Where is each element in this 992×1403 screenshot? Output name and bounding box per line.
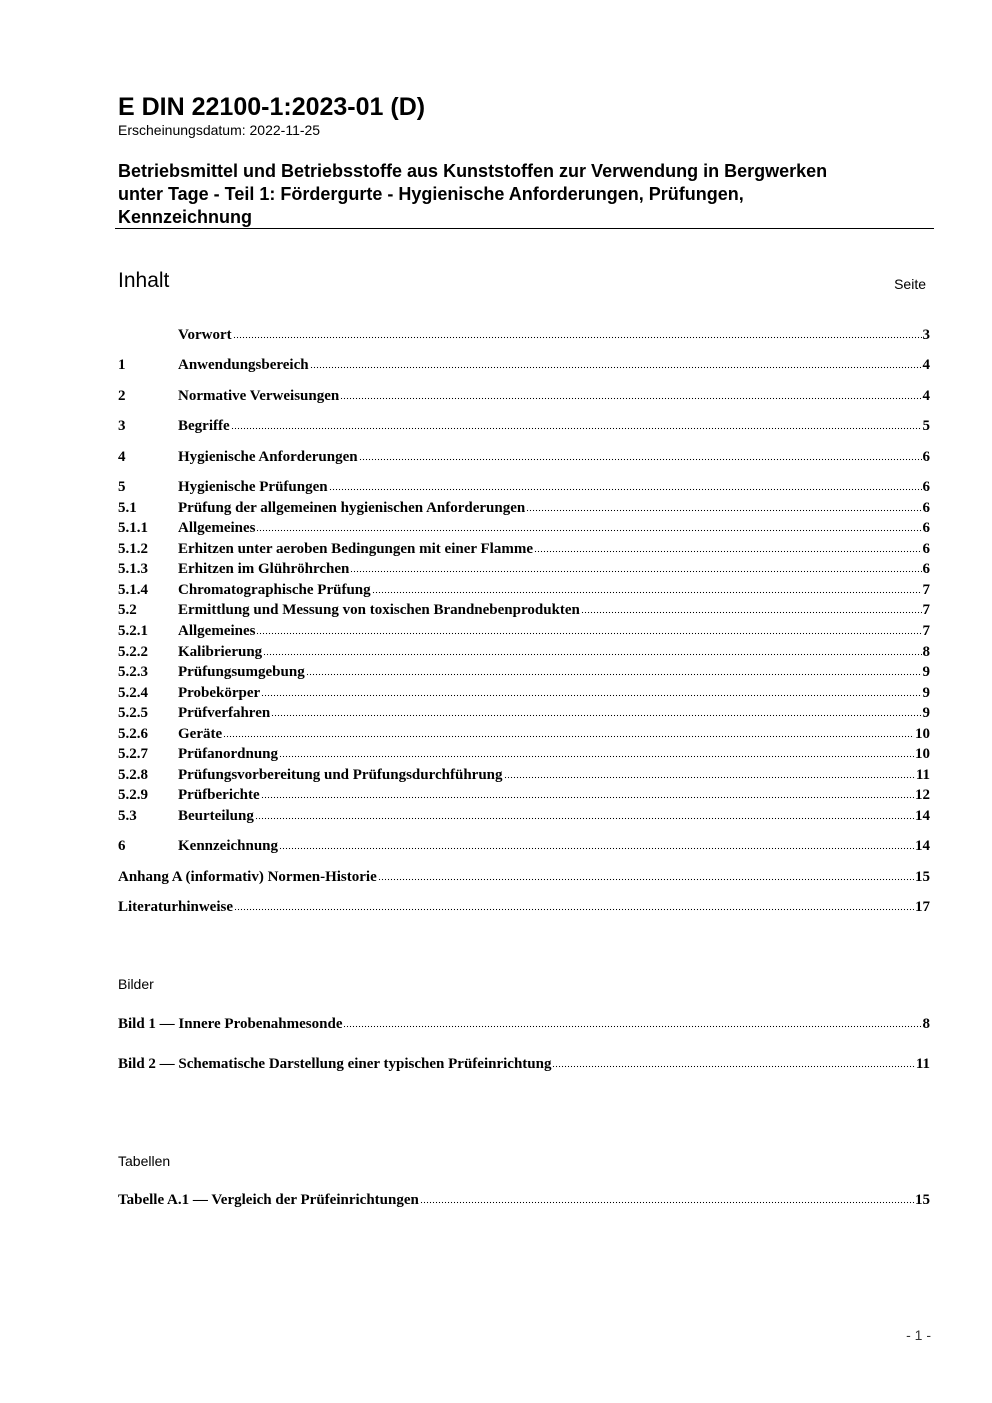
dot-leader bbox=[271, 714, 921, 717]
toc-entry-number: 5.2.6 bbox=[118, 726, 148, 742]
toc-entry-page: 17 bbox=[915, 899, 930, 915]
dot-leader bbox=[359, 458, 922, 461]
toc-entry[interactable] bbox=[118, 580, 930, 600]
subject-line: unter Tage - Teil 1: Fördergurte - Hygienische Anforderungen, Prüfungen, bbox=[118, 184, 744, 204]
page-column-label: Seite bbox=[894, 276, 926, 292]
toc-entry-page: 10 bbox=[915, 746, 930, 762]
toc-entry[interactable] bbox=[118, 416, 930, 436]
toc-entry-title: Literaturhinweise bbox=[118, 899, 233, 915]
toc-entry-page: 7 bbox=[922, 623, 930, 639]
toc-entry-number: 3 bbox=[118, 418, 126, 434]
toc-entry-number: 5.2.3 bbox=[118, 664, 148, 680]
toc-entry[interactable] bbox=[118, 539, 930, 559]
toc-entry-number: 1 bbox=[118, 357, 126, 373]
dot-leader bbox=[526, 509, 921, 512]
toc-entry-page: 3 bbox=[922, 327, 930, 343]
subject-line: Betriebsmittel und Betriebsstoffe aus Kunststoffen zur Verwendung in Bergwerken bbox=[118, 161, 828, 181]
toc-entry-page: 7 bbox=[922, 602, 930, 618]
toc-entry-title: Beurteilung bbox=[178, 808, 254, 824]
dot-leader bbox=[279, 755, 914, 758]
toc-entry[interactable] bbox=[118, 477, 930, 497]
toc-entry-page: 6 bbox=[922, 561, 930, 577]
toc-entry[interactable] bbox=[118, 600, 930, 620]
toc-entry-title: Allgemeines bbox=[178, 520, 256, 536]
toc-entry-title: Prüfanordnung bbox=[178, 746, 279, 762]
toc-entry[interactable] bbox=[118, 683, 930, 703]
toc-entry-page: 14 bbox=[915, 838, 930, 854]
toc-entry-title: Erhitzen im Glühröhrchen bbox=[178, 561, 350, 577]
toc-entry-title: Allgemeines bbox=[178, 623, 256, 639]
dot-leader bbox=[420, 1201, 914, 1204]
toc-entry-title: Chromatographische Prüfung bbox=[178, 582, 371, 598]
toc-entry-number: 6 bbox=[118, 838, 126, 854]
toc-entry-page: 6 bbox=[922, 449, 930, 465]
toc-entry-page: 6 bbox=[922, 541, 930, 557]
toc-entry[interactable] bbox=[118, 498, 930, 518]
toc-entry-page: 4 bbox=[922, 357, 930, 373]
toc-entry[interactable] bbox=[118, 447, 930, 467]
toc-entry-number: 5.1.3 bbox=[118, 561, 148, 577]
dot-leader bbox=[255, 817, 914, 820]
toc-entry-page: 15 bbox=[915, 869, 930, 885]
dot-leader bbox=[231, 427, 922, 430]
toc-entry-number: 5.2 bbox=[118, 602, 137, 618]
toc-entry-number: 5.1.4 bbox=[118, 582, 148, 598]
dot-leader bbox=[261, 694, 921, 697]
toc-entry-number: 5.2.5 bbox=[118, 705, 148, 721]
dot-leader bbox=[378, 878, 914, 881]
toc-entry[interactable] bbox=[118, 642, 930, 662]
toc-entry[interactable] bbox=[118, 897, 930, 917]
table-entry-page: 15 bbox=[915, 1192, 930, 1208]
toc-entry-title: Prüfungsumgebung bbox=[178, 664, 305, 680]
dot-leader bbox=[306, 673, 922, 676]
figure-entry-title: Bild 2 — Schematische Darstellung einer typischen Prüfeinrichtung bbox=[118, 1056, 552, 1072]
toc-entry-page: 6 bbox=[922, 500, 930, 516]
toc-entry[interactable] bbox=[118, 836, 930, 856]
toc-entry-title: Anwendungsbereich bbox=[178, 357, 309, 373]
toc-entry-title: Geräte bbox=[178, 726, 223, 742]
toc-entry-title: Hygienische Prüfungen bbox=[178, 479, 328, 495]
dot-leader bbox=[372, 591, 922, 594]
toc-entry-title: Kalibrierung bbox=[178, 644, 263, 660]
figures-heading: Bilder bbox=[118, 976, 154, 992]
dot-leader bbox=[310, 366, 922, 369]
publication-date: Erscheinungsdatum: 2022-11-25 bbox=[118, 122, 321, 138]
toc-entry[interactable] bbox=[118, 703, 930, 723]
page-number: - 1 - bbox=[906, 1327, 931, 1343]
toc-entry-number: 5.1.2 bbox=[118, 541, 148, 557]
dot-leader bbox=[340, 397, 921, 400]
toc-entry-page: 5 bbox=[922, 418, 930, 434]
dot-leader bbox=[256, 529, 921, 532]
toc-entry-title: Vorwort bbox=[178, 327, 232, 343]
toc-entry-title: Prüfverfahren bbox=[178, 705, 271, 721]
toc-entry-number: 5.2.9 bbox=[118, 787, 148, 803]
dot-leader bbox=[534, 550, 922, 553]
figure-entry-page: 11 bbox=[915, 1056, 930, 1072]
toc-entry-number: 5.2.7 bbox=[118, 746, 148, 762]
dot-leader bbox=[581, 611, 922, 614]
dot-leader bbox=[263, 653, 921, 656]
toc-entry-page: 9 bbox=[922, 685, 930, 701]
toc-entry-title: Erhitzen unter aeroben Bedingungen mit einer Flamme bbox=[178, 541, 533, 557]
toc-entry[interactable] bbox=[118, 724, 930, 744]
toc-entry-title: Prüfung der allgemeinen hygienischen Anforderungen bbox=[178, 500, 526, 516]
toc-entry[interactable] bbox=[118, 386, 930, 406]
toc-entry-page: 4 bbox=[922, 388, 930, 404]
toc-entry[interactable] bbox=[118, 518, 930, 538]
toc-heading: Inhalt bbox=[118, 269, 170, 292]
document-subject bbox=[118, 160, 933, 229]
toc-entry-page: 6 bbox=[922, 520, 930, 536]
toc-entry-number: 5.2.4 bbox=[118, 685, 148, 701]
toc-entry-page: 6 bbox=[922, 479, 930, 495]
toc-entry-title: Begriffe bbox=[178, 418, 230, 434]
toc-entry-page: 9 bbox=[922, 664, 930, 680]
toc-entry[interactable] bbox=[118, 355, 930, 375]
toc-entry-number: 4 bbox=[118, 449, 126, 465]
dot-leader bbox=[223, 735, 914, 738]
toc-entry-number: 5.3 bbox=[118, 808, 137, 824]
toc-entry-number: 5.2.8 bbox=[118, 767, 148, 783]
toc-entry-page: 12 bbox=[915, 787, 930, 803]
toc-entry-page: 9 bbox=[922, 705, 930, 721]
figure-entry[interactable] bbox=[118, 1054, 930, 1074]
toc-entry-page: 7 bbox=[922, 582, 930, 598]
table-entry-title: Tabelle A.1 — Vergleich der Prüfeinrichtungen bbox=[118, 1192, 419, 1208]
subject-line: Kennzeichnung bbox=[118, 207, 252, 227]
document-title: E DIN 22100-1:2023-01 (D) bbox=[118, 93, 426, 121]
toc-entry-number: 5.2.1 bbox=[118, 623, 148, 639]
toc-entry-page: 10 bbox=[915, 726, 930, 742]
table-entry[interactable] bbox=[118, 1190, 930, 1210]
toc-entry-title: Prüfungsvorbereitung und Prüfungsdurchführung bbox=[178, 767, 503, 783]
toc-entry-title: Kennzeichnung bbox=[178, 838, 279, 854]
toc-entry-title: Probekörper bbox=[178, 685, 261, 701]
toc-entry[interactable] bbox=[118, 559, 930, 579]
toc-entry-title: Hygienische Anforderungen bbox=[178, 449, 358, 465]
toc-entry[interactable] bbox=[118, 662, 930, 682]
dot-leader bbox=[279, 847, 914, 850]
toc-entry[interactable] bbox=[118, 744, 930, 764]
dot-leader bbox=[504, 776, 915, 779]
figure-entry[interactable] bbox=[118, 1014, 930, 1034]
toc-entry-page: 8 bbox=[922, 644, 930, 660]
toc-entry-title: Ermittlung und Messung von toxischen Brandnebenprodukten bbox=[178, 602, 580, 618]
figure-entry-page: 8 bbox=[922, 1016, 930, 1032]
toc-entry[interactable] bbox=[118, 325, 930, 345]
toc-entry-number: 2 bbox=[118, 388, 126, 404]
dot-leader bbox=[233, 336, 922, 339]
toc-entry-title: Normative Verweisungen bbox=[178, 388, 340, 404]
toc-entry-number: 5.1.1 bbox=[118, 520, 148, 536]
dot-leader bbox=[343, 1025, 921, 1028]
toc-entry-title: Anhang A (informativ) Normen-Historie bbox=[118, 869, 377, 885]
toc-entry-number: 5.2.2 bbox=[118, 644, 148, 660]
toc-entry-number: 5 bbox=[118, 479, 126, 495]
toc-entry[interactable] bbox=[118, 765, 930, 785]
dot-leader bbox=[350, 570, 921, 573]
figure-entry-title: Bild 1 — Innere Probenahmesonde bbox=[118, 1016, 343, 1032]
dot-leader bbox=[552, 1065, 914, 1068]
dot-leader bbox=[329, 488, 922, 491]
toc-entry[interactable] bbox=[118, 806, 930, 826]
toc-entry-number: 5.1 bbox=[118, 500, 137, 516]
dot-leader bbox=[261, 796, 914, 799]
toc-entry-page: 11 bbox=[915, 767, 930, 783]
dot-leader bbox=[234, 908, 914, 911]
toc-entry[interactable] bbox=[118, 785, 930, 805]
tables-heading: Tabellen bbox=[118, 1153, 171, 1169]
toc-entry-title: Prüfberichte bbox=[178, 787, 260, 803]
toc-entry-page: 14 bbox=[915, 808, 930, 824]
title-divider bbox=[115, 228, 934, 229]
toc-entry[interactable] bbox=[118, 621, 930, 641]
toc-entry[interactable] bbox=[118, 867, 930, 887]
dot-leader bbox=[256, 632, 921, 635]
